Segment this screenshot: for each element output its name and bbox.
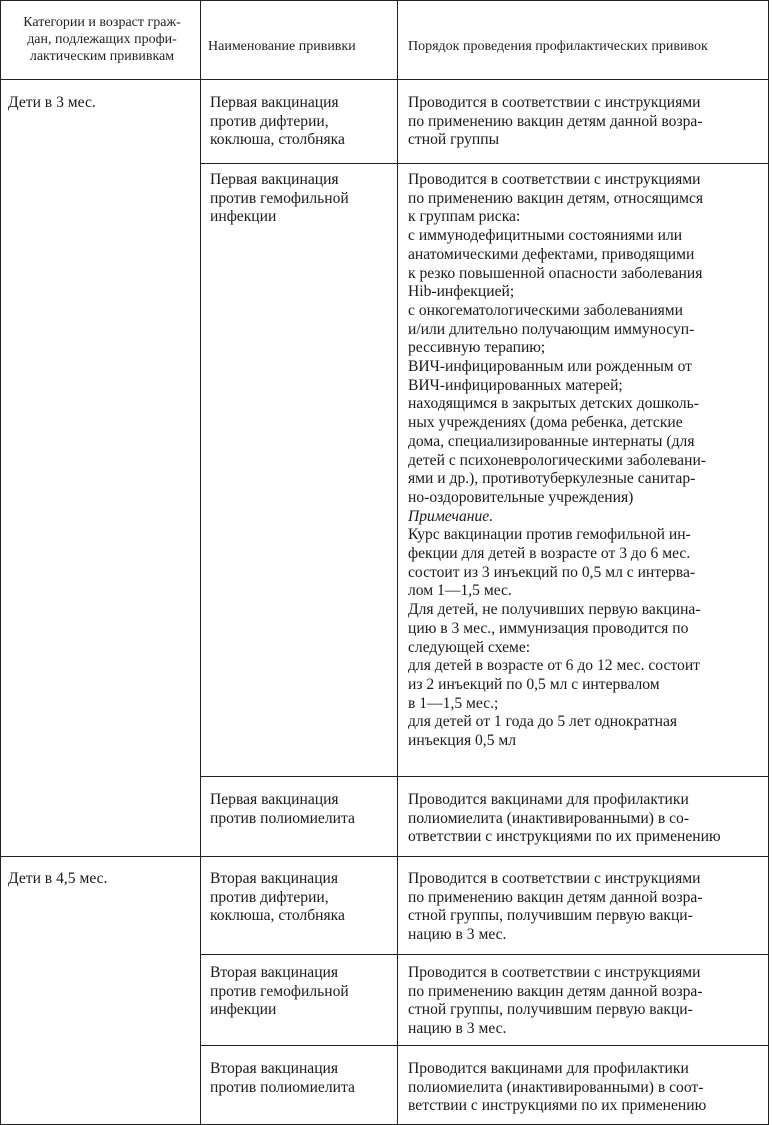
table-border-top: [0, 0, 769, 1]
row-divider: [200, 1045, 769, 1046]
vaccine-cell: Вторая вакцинация против полиомиелита: [210, 1060, 355, 1096]
header-order: Порядок проведения профилактических прививок: [408, 39, 708, 54]
order-cell: Проводится в соответствии с инструкциями по применению вакцин детям данной возра- стной группы: [408, 94, 703, 149]
row-divider: [200, 776, 769, 777]
vaccine-cell: Первая вакцинация против дифтерии, коклюша, столбняка: [210, 94, 345, 149]
category-cell: Дети в 4,5 мес.: [8, 870, 108, 887]
order-cell: Проводится в соответствии с инструкциями по применению вакцин детям данной возра- стной группы, получившим первую вакци- нацию в 3 мес.: [408, 870, 703, 944]
category-cell: Дети в 3 мес.: [8, 94, 96, 111]
table-border-left: [0, 0, 1, 1125]
order-cell: Проводится в соответствии с инструкциями по применению вакцин детям, относящимся к группам риска: с иммунодефицитными состояниями или анатомическими дефектами, приводящими к резко повышенной опасности заболевания Hib-инфекцией; с онкогематологическими заболеваниями и/или длительно получающим иммуносуп- рессивную терапию; ВИЧ-инфицированным или рожденным от ВИЧ-инфицированных матерей; находящимся в закрытых детских дошколь- ных учреждениях (дома ребенка, детские дома, специализированные интернаты (для детей с психоневрологическими заболевани- ями и др.), противотуберкулезные санитар- но-оздоровительные учреждения) Примечание. Курс вакцинации против гемофильной ин- фекции для детей в возрасте от 3 до 6 мес. состоит из 3 инъекций по 0,5 мл с интерва- лом 1—1,5 мес. Для детей, не получивших первую вакцина- цию в 3 мес., иммунизация проводится по следующей схеме: для детей в возрасте от 6 до 12 мес. состоит из 2 инъекций по 0,5 мл с интервалом в 1—1,5 мес.; для детей от 1 года до 5 лет однократная инъекция 0,5 мл: [408, 171, 764, 751]
header-category: Категории и возраст граж- дан, подлежащих профи- лактическим прививкам: [23, 15, 181, 64]
group-divider: [0, 856, 769, 857]
order-cell: Проводится в соответствии с инструкциями по применению вакцин детям данной возра- стной группы, получившим первую вакци- нацию в 3 мес.: [408, 964, 703, 1038]
note-label: Примечание.: [408, 507, 494, 525]
header-divider: [0, 79, 769, 80]
vaccine-cell: Первая вакцинация против полиомиелита: [210, 791, 355, 827]
row-divider: [200, 163, 769, 164]
table-border-right: [768, 0, 769, 1125]
row-divider: [200, 954, 769, 955]
column-divider-1: [200, 0, 201, 1125]
column-divider-2: [397, 0, 398, 1125]
vaccine-cell: Первая вакцинация против гемофильной инфекции: [210, 171, 349, 226]
vaccine-cell: Вторая вакцинация против дифтерии, коклюша, столбняка: [210, 870, 345, 925]
order-cell: Проводится вакцинами для профилактики полиомиелита (инактивированными) в соот- ветствии с инструкциями по их применению: [408, 1060, 707, 1115]
order-cell: Проводится вакцинами для профилактики полиомиелита (инактивированными) в со- ответствии с инструкциями по их применению: [408, 791, 721, 846]
vaccine-cell: Вторая вакцинация против гемофильной инфекции: [210, 964, 349, 1019]
header-vaccine: Наименование прививки: [208, 39, 356, 54]
